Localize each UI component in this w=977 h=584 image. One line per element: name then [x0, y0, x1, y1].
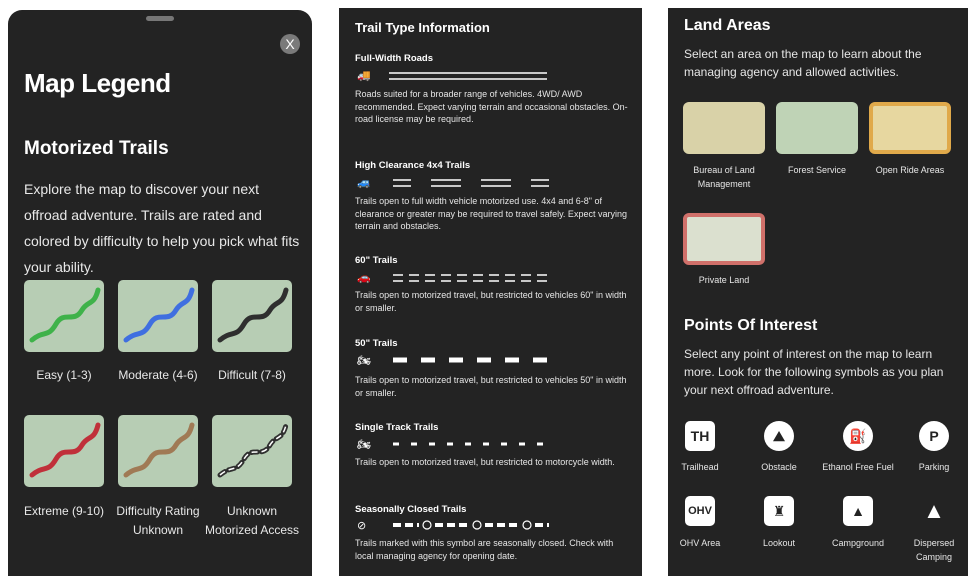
area-tile-forest-service[interactable]	[776, 102, 858, 154]
tile-label-extreme: Extreme (9-10)	[23, 504, 105, 518]
legend-tile-easy	[24, 280, 104, 352]
high-clearance-line	[389, 177, 559, 189]
area-label-blm: Bureau of Land Management	[693, 165, 755, 189]
trail-type-description: Trails marked with this symbol are seasonally closed. Check with local managing agency for opening date.	[355, 538, 614, 561]
lookout-icon[interactable]: ♜	[764, 496, 794, 526]
trail-type-description: Trails open to motorized travel, but restricted to vehicles 60" in width or smaller.	[355, 290, 627, 313]
trail-type-name: Single Track Trails	[355, 422, 439, 433]
area-tile-blm[interactable]	[683, 102, 765, 154]
poi-title: Points Of Interest	[684, 317, 818, 334]
seasonal-closed-line	[389, 519, 559, 531]
trail-type-description: Trails open to motorized travel, but restricted to vehicles 50" in width or smaller.	[355, 375, 627, 398]
trail-type-description: Trails open to full width vehicle motorized use. 4x4 and 6-8" of clearance or greater may be required to travel safely. Expect varying terrain and obstacles.	[355, 196, 627, 231]
poi-label-trailhead: Trailhead	[681, 462, 719, 472]
ohv-icon[interactable]: OHV	[685, 496, 715, 526]
atv-icon: 🏍	[357, 355, 371, 367]
area-tile-open-ride[interactable]	[869, 102, 951, 154]
campground-icon[interactable]: ▲	[843, 496, 873, 526]
dispersed-camping-icon[interactable]: ▲	[923, 498, 945, 523]
legend-tile-unknown-rating	[118, 415, 198, 487]
area-label-forest-service: Forest Service	[787, 165, 847, 175]
section-description: Explore the map to discover your next offroad adventure. Trails are rated and colored by difficulty to help you pick what fits your ability.	[24, 181, 300, 275]
legend-tile-unknown-access	[212, 415, 292, 487]
poi-description: Select any point of interest on the map to learn more. Look for the following symbols as you plan your next offroad adventure.	[684, 347, 944, 397]
trail-type-name: Full-Width Roads	[355, 53, 434, 64]
single-track-line	[389, 438, 559, 450]
area-tile-private-land[interactable]	[683, 213, 765, 265]
trail-type-name: Seasonally Closed Trails	[355, 504, 467, 515]
trail-type-panel	[339, 8, 642, 576]
jeep-icon: 🚙	[357, 177, 371, 189]
trail-type-name: High Clearance 4x4 Trails	[355, 160, 471, 171]
no-entry-icon: ⊘	[357, 520, 367, 532]
legend-tile-moderate	[118, 280, 198, 352]
truck-icon: 🚚	[357, 70, 371, 82]
area-label-private-land: Private Land	[698, 275, 750, 285]
parking-icon[interactable]: P	[919, 421, 949, 451]
land-areas-panel	[668, 8, 968, 576]
trail-type-description: Trails open to motorized travel, but restricted to motorcycle width.	[355, 457, 615, 467]
land-areas-title: Land Areas	[684, 17, 771, 34]
fuel-icon[interactable]: ⛽	[843, 421, 873, 451]
land-areas-description: Select an area on the map to learn about the managing agency and allowed activities.	[684, 47, 922, 79]
poi-label-obstacle: Obstacle	[761, 462, 797, 472]
poi-label-dispersed-camping: Dispersed Camping	[913, 538, 955, 562]
poi-label-parking: Parking	[918, 462, 950, 472]
sixty-inch-line	[389, 272, 559, 284]
close-button[interactable]: X	[280, 34, 300, 54]
legend-tile-difficult	[212, 280, 292, 352]
trail-type-name: 50" Trails	[355, 338, 398, 349]
area-label-open-ride: Open Ride Areas	[875, 165, 945, 175]
utv-icon: 🚗	[357, 272, 371, 284]
tile-label-moderate: Moderate (4-6)	[118, 368, 198, 382]
full-width-road-line	[389, 70, 549, 82]
fifty-inch-line	[389, 354, 559, 366]
tile-label-easy: Easy (1-3)	[36, 368, 92, 382]
page-title: Map Legend	[24, 68, 171, 98]
tile-label-unknown-rating: Difficulty Rating Unknown	[116, 504, 200, 537]
poi-label-lookout: Lookout	[762, 538, 796, 548]
tile-label-difficult: Difficult (7-8)	[218, 368, 286, 382]
trailhead-icon[interactable]: TH	[685, 421, 715, 451]
tile-label-unknown-access: Unknown Motorized Access	[204, 504, 300, 537]
legend-tile-extreme	[24, 415, 104, 487]
obstacle-icon[interactable]: ⛰	[764, 421, 794, 451]
drag-handle[interactable]	[146, 16, 174, 21]
trail-type-name: 60" Trails	[355, 255, 398, 266]
map-legend-panel	[8, 10, 312, 576]
poi-label-ohv: OHV Area	[679, 538, 721, 548]
motorcycle-icon: 🏍	[357, 439, 371, 451]
poi-label-fuel: Ethanol Free Fuel	[822, 462, 894, 472]
section-title: Motorized Trails	[24, 138, 169, 159]
panel-title: Trail Type Information	[355, 20, 490, 35]
poi-label-campground: Campground	[831, 538, 885, 548]
trail-type-description: Roads suited for a broader range of vehicles. 4WD/ AWD recommended. Expect varying terrain and occasional obstacles. On-road license may be required.	[355, 89, 628, 124]
